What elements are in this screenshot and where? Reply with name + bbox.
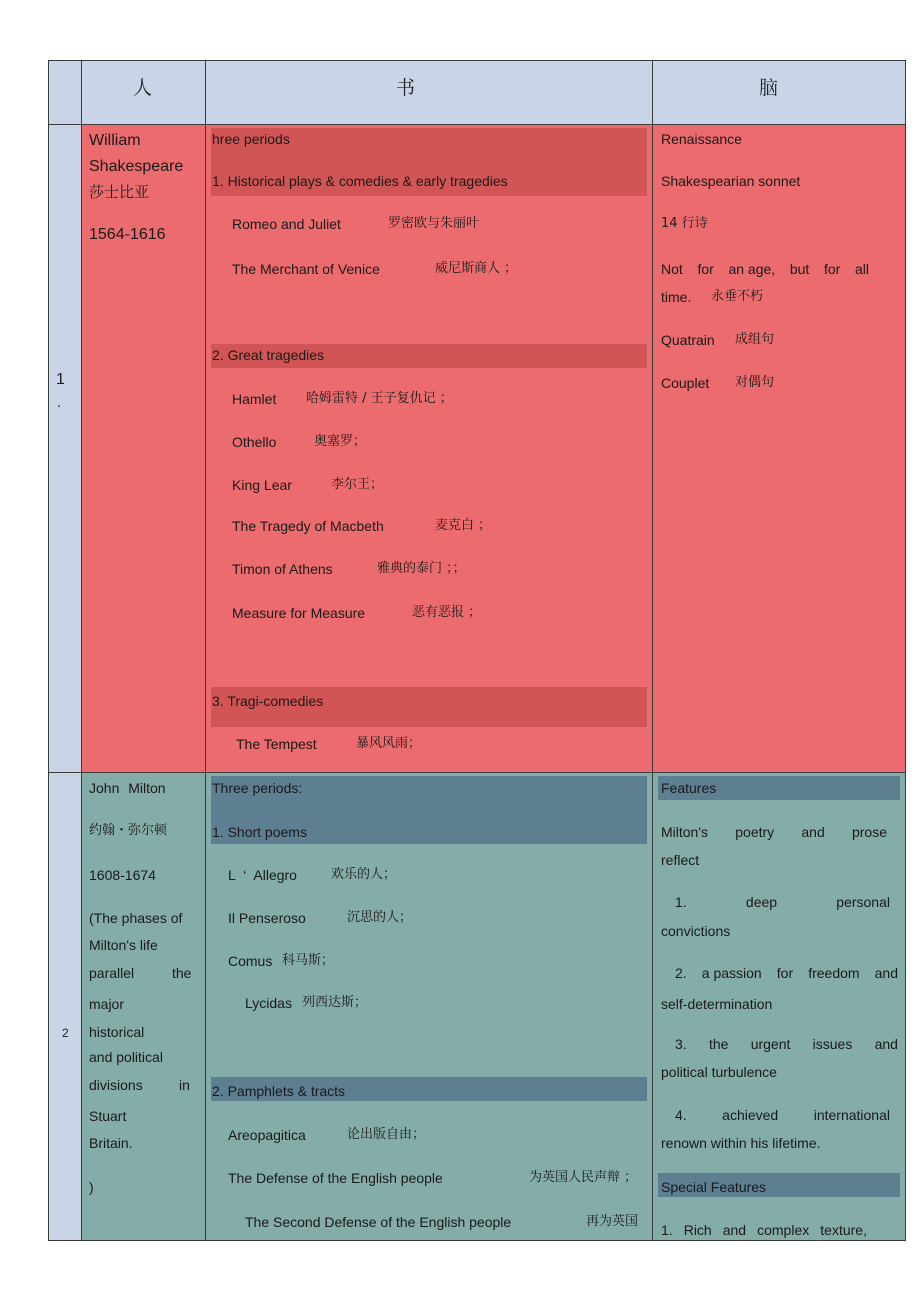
row1-index: 1	[56, 371, 65, 388]
quote-word: for	[823, 261, 841, 277]
feature-word: Rich	[683, 1222, 712, 1238]
header-mind-label: 脑	[759, 77, 779, 99]
row1-mind-quatrain: Quatrain	[661, 332, 715, 348]
row2-work-en: Lycidas	[245, 995, 292, 1011]
row1-mind-quote-cn: 永垂不朽	[711, 289, 764, 304]
row2-note-line: in	[179, 1077, 190, 1093]
row2-note-line: divisions	[89, 1077, 143, 1093]
row1-mind-couplet-cn: 对偶句	[735, 375, 775, 390]
feature-word: achieved	[722, 1107, 779, 1123]
header-person-label: 人	[133, 77, 153, 99]
row1-works-intro: hree periods	[212, 131, 290, 147]
row1-work-en: Othello	[232, 434, 277, 450]
row2-work-cn: 欢乐的人；	[331, 867, 397, 882]
row1-name-line2: Shakespeare	[89, 158, 184, 175]
row2-note-line: parallel	[89, 965, 135, 981]
row1-years: 1564-1616	[89, 226, 166, 243]
row2-note-line: the	[172, 965, 192, 981]
row2-work-en: L ‘ Allegro	[228, 867, 297, 883]
row1-period3-title: 3. Tragi-comedies	[212, 693, 324, 709]
row2-work-cn: 为英国人民声辩 ；	[529, 1170, 638, 1185]
feature-word: Milton's	[661, 824, 709, 840]
row1-mind-couplet: Couplet	[661, 375, 710, 391]
row1-mind-renaissance: Renaissance	[661, 131, 742, 147]
row2-years: 1608-1674	[89, 867, 156, 883]
quote-word: but	[789, 261, 810, 277]
feature-word: poetry	[735, 824, 775, 840]
row2-mind-cell	[652, 772, 906, 1241]
feature-word: 1.	[661, 1222, 673, 1238]
row2-work-en: Areopagitica	[228, 1127, 306, 1143]
row1-period1-title: 1. Historical plays & comedies & early tragedies	[212, 173, 508, 189]
header-index-cell	[48, 60, 82, 125]
row1-work-cn: 恶有恶报 ；	[412, 605, 482, 620]
row1-work-en: The Tempest	[236, 736, 317, 752]
row1-work-en: Hamlet	[232, 391, 277, 407]
quote-word: for	[697, 261, 714, 277]
feature-word: a passion	[701, 965, 762, 981]
row2-feature4-line2: renown within his lifetime.	[661, 1135, 821, 1151]
row1-index-cell	[48, 124, 82, 773]
row1-work-cn: 罗密欧与朱丽叶	[388, 216, 480, 231]
row2-note-line: Britain.	[89, 1135, 133, 1151]
row2-works-cell	[205, 772, 653, 1241]
row2-features-intro-line2: reflect	[661, 852, 700, 868]
row1-work-cn: 哈姆雷特 / 王子复仇记 ；	[306, 391, 453, 406]
quote-word: an age,	[728, 261, 776, 277]
row2-special1-line1	[661, 1221, 867, 1239]
row1-works-cell	[205, 124, 653, 773]
row1-work-cn: 暴风风雨；	[356, 736, 422, 751]
row2-person-cell	[81, 772, 206, 1241]
quote-word: all	[854, 261, 869, 277]
row2-feature1-line1	[675, 893, 890, 911]
row1-work-en: The Tragedy of Macbeth	[232, 518, 384, 534]
row1-work-en: King Lear	[232, 477, 292, 493]
row2-feature2-line1	[675, 964, 898, 982]
row2-work-cn: 列西达斯；	[302, 995, 368, 1010]
row1-work-en: Romeo and Juliet	[232, 216, 341, 232]
feature-word: freedom	[808, 965, 860, 981]
row2-features-title: Features	[661, 780, 717, 796]
quote-word: Not	[661, 261, 683, 277]
row2-work-en: Il Penseroso	[228, 910, 306, 926]
row2-index: 2	[62, 1026, 69, 1040]
row2-period1-title: 1. Short poems	[212, 824, 307, 840]
row2-works-intro: Three periods:	[212, 780, 303, 796]
row1-name-cn: 莎士比亚	[89, 183, 150, 201]
row2-index-cell	[48, 772, 82, 1241]
feature-word: and	[722, 1222, 747, 1238]
row2-feature4-line1	[675, 1106, 890, 1124]
feature-word: international	[813, 1107, 890, 1123]
row2-feature2-line2: self-determination	[661, 996, 773, 1012]
row2-note-line: major	[89, 996, 125, 1012]
row2-work-cn: 论出版自由；	[347, 1127, 426, 1142]
row1-mind-quatrain-cn: 成组句	[735, 332, 775, 347]
feature-word: urgent	[750, 1036, 791, 1052]
row1-work-en: Measure for Measure	[232, 605, 366, 621]
row1-person-cell	[81, 124, 206, 773]
row2-name-cn: 约翰・弥尔顿	[89, 823, 168, 838]
feature-word: 4.	[675, 1107, 687, 1123]
header-mind-cell	[652, 60, 906, 125]
row2-feature3-line2: political turbulence	[661, 1064, 777, 1080]
row1-name-line1: William	[89, 132, 141, 149]
row2-work-en: Comus	[228, 953, 273, 969]
row1-work-cn: 麦克白 ；	[435, 518, 492, 533]
row1-mind-quote-line2: time.	[661, 289, 692, 305]
row1-work-cn: 李尔王；	[331, 477, 384, 492]
row2-work-cn: 沉思的人；	[347, 910, 413, 925]
feature-word: issues	[812, 1036, 853, 1052]
row2-special-title: Special Features	[661, 1179, 767, 1195]
header-person-cell	[81, 60, 206, 125]
row2-feature3-line1	[675, 1035, 898, 1053]
row1-work-en: Timon of Athens	[232, 561, 333, 577]
feature-word: texture,	[820, 1222, 867, 1238]
feature-word: 1.	[675, 894, 687, 910]
row1-period2-title: 2. Great tragedies	[212, 347, 325, 363]
row2-work-cn: 科马斯；	[282, 953, 335, 968]
row1-index-dot: .	[57, 394, 61, 410]
row2-work-cn: 再为英国	[586, 1214, 639, 1229]
feature-word: 2.	[675, 965, 687, 981]
row2-note-line: Stuart	[89, 1108, 127, 1124]
row1-work-cn: 雅典的泰门 ；；	[377, 561, 466, 576]
row2-work-en: The Second Defense of the English people	[245, 1214, 512, 1230]
row2-feature1-line2: convictions	[661, 923, 731, 939]
feature-word: complex	[757, 1222, 810, 1238]
feature-word: deep	[745, 894, 778, 910]
row2-work-en: The Defense of the English people	[228, 1170, 443, 1186]
row2-note-line: (The phases of	[89, 910, 183, 926]
feature-word: and	[874, 1036, 898, 1052]
feature-word: and	[874, 965, 898, 981]
feature-word: and	[801, 824, 825, 840]
row1-work-cn: 奥塞罗；	[314, 434, 367, 449]
feature-word: 3.	[675, 1036, 687, 1052]
row1-mind-cell	[652, 124, 906, 773]
row1-mind-sonnet: Shakespearian sonnet	[661, 173, 801, 189]
feature-word: the	[708, 1036, 729, 1052]
row2-note-line: historical	[89, 1024, 145, 1040]
row2-period2-title: 2. Pamphlets & tracts	[212, 1083, 346, 1099]
row1-work-cn: 威尼斯商人 ；	[435, 261, 518, 276]
header-books-cell	[205, 60, 653, 125]
row1-mind-quote-line1	[661, 260, 869, 278]
row2-note-line: )	[89, 1179, 94, 1195]
row2-features-intro-line1	[661, 823, 887, 841]
feature-word: personal	[836, 894, 890, 910]
row2-note-line: Milton's life	[89, 937, 158, 953]
header-books-label: 书	[396, 77, 416, 99]
row2-note-line: and political	[89, 1049, 163, 1065]
row2-name: John Milton	[89, 780, 166, 796]
feature-word: prose	[851, 824, 887, 840]
row1-mind-14-lines: 14 行诗	[661, 216, 708, 231]
row1-work-en: The Merchant of Venice	[232, 261, 380, 277]
feature-word: for	[776, 965, 794, 981]
